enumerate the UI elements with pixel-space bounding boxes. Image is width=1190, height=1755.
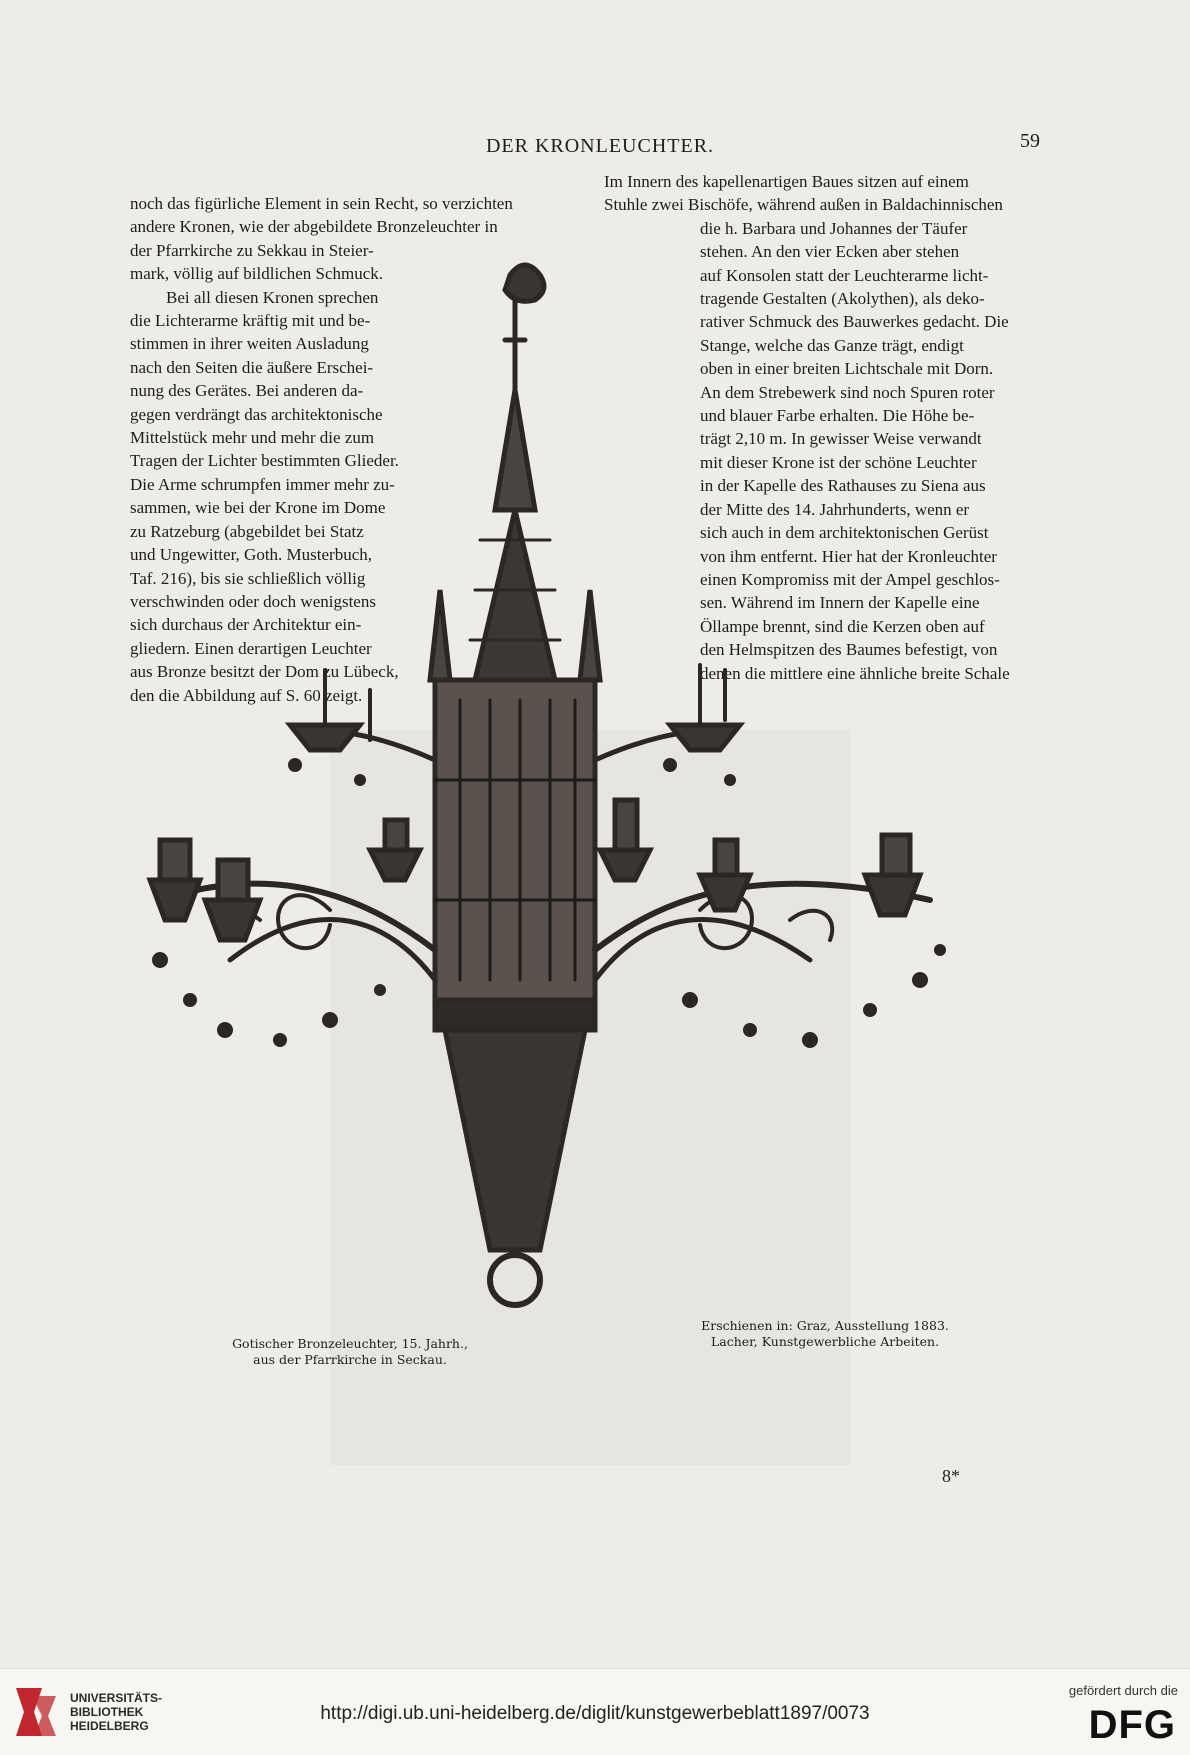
text-line: zu Ratzeburg (abgebildet bei Statz xyxy=(130,521,364,541)
text-line: der Mitte des 14. Jahrhunderts, wenn er xyxy=(700,499,970,519)
text-line: einen Kompromiss mit der Ampel geschlos- xyxy=(700,569,1000,589)
institution-line: HEIDELBERG xyxy=(70,1719,149,1733)
text-line: denen die mittlere eine ähnliche breite Schale xyxy=(700,663,1010,683)
text-line: den die Abbildung auf S. 60 zeigt. xyxy=(130,685,363,705)
text-line: und Ungewitter, Goth. Musterbuch, xyxy=(130,545,373,565)
page-number: 59 xyxy=(1020,130,1040,152)
signature-mark: 8* xyxy=(942,1466,960,1486)
text-line: auf Konsolen statt der Leuchterarme licht- xyxy=(700,265,989,285)
figure-caption-source xyxy=(680,1318,970,1350)
text-line: Mittelstück mehr und mehr die zum xyxy=(130,428,375,448)
text-line: Taf. 216), bis sie schließlich völlig xyxy=(130,568,366,588)
text-line: sammen, wie bei der Krone im Dome xyxy=(130,498,386,518)
text-line: stimmen in ihrer weiten Ausladung xyxy=(130,334,369,354)
text-line: mit dieser Krone ist der schöne Leuchter xyxy=(700,452,977,472)
text-line: sich durchaus der Architektur ein- xyxy=(130,615,362,635)
caption-line: aus der Pfarrkirche in Seckau. xyxy=(253,1352,447,1367)
text-line: tragende Gestalten (Akolythen), als deko- xyxy=(700,289,985,309)
text-line: trägt 2,10 m. In gewisser Weise verwandt xyxy=(700,429,982,449)
text-line: Stange, welche das Ganze trägt, endigt xyxy=(700,335,964,355)
text-line: der Pfarrkirche zu Sekkau in Steier- xyxy=(130,240,374,260)
caption-line: Lacher, Kunstgewerbliche Arbeiten. xyxy=(710,1334,940,1349)
text-line: gegen verdrängt das architektonische xyxy=(130,404,383,424)
permalink-url[interactable]: http://digi.ub.uni-heidelberg.de/diglit/kunstgewerbeblatt1897/0073 xyxy=(320,1703,870,1724)
text-line: verschwinden oder doch wenigstens xyxy=(130,591,376,611)
text-line: Die Arme schrumpfen immer mehr zu- xyxy=(130,474,395,494)
institution-line: UNIVERSITÄTS- xyxy=(70,1691,163,1705)
text-line: Im Innern des kapellenartigen Baues sitzen auf einem xyxy=(604,172,969,191)
text-line: sen. Während im Innern der Kapelle eine xyxy=(700,593,980,613)
text-line: Tragen der Lichter bestimmten Glieder. xyxy=(130,451,399,471)
text-line: oben in einer breiten Lichtschale mit Dorn. xyxy=(700,359,994,379)
text-line: Öllampe brennt, sind die Kerzen oben auf xyxy=(700,616,985,636)
sponsor-note: gefördert durch die xyxy=(1068,1683,1178,1698)
figure-caption-title xyxy=(220,1336,480,1368)
text-line: An dem Strebewerk sind noch Spuren roter xyxy=(700,382,995,402)
text-line: sich auch in dem architektonischen Gerüst xyxy=(700,523,989,543)
institution-line: BIBLIOTHEK xyxy=(70,1705,144,1719)
caption-line: Gotischer Bronzeleuchter, 15. Jahrh., xyxy=(232,1336,468,1351)
text-line: die Lichterarme kräftig mit und be- xyxy=(130,311,371,331)
text-line: gliedern. Einen derartigen Leuchter xyxy=(130,638,372,658)
text-line: nach den Seiten die äußere Erschei- xyxy=(130,357,374,377)
text-line: aus Bronze besitzt der Dom zu Lübeck, xyxy=(130,662,399,682)
text-line: den Helmspitzen des Baumes befestigt, von xyxy=(700,640,998,660)
caption-line: Erschienen in: Graz, Ausstellung 1883. xyxy=(701,1318,949,1333)
text-line: noch das figürliche Element in sein Recht, so verzichten xyxy=(130,194,513,213)
running-header: DER KRONLEUCHTER. xyxy=(485,135,715,157)
text-line: rativer Schmuck des Bauwerkes gedacht. Die xyxy=(700,312,1009,332)
gothic-chandelier-illustration xyxy=(130,260,1060,1460)
text-line: stehen. An den vier Ecken aber stehen xyxy=(700,242,960,262)
text-line: und blauer Farbe erhalten. Die Höhe be- xyxy=(700,406,975,426)
text-line: von ihm entfernt. Hier hat der Kronleuchter xyxy=(700,546,997,566)
text-line: mark, völlig auf bildlichen Schmuck. xyxy=(130,264,384,284)
text-line: die h. Barbara und Johannes der Täufer xyxy=(700,218,968,238)
text-line: in der Kapelle des Rathauses zu Siena aus xyxy=(700,476,986,496)
text-line: Stuhle zwei Bischöfe, während außen in Baldachinnischen xyxy=(604,195,1003,215)
text-line: nung des Gerätes. Bei anderen da- xyxy=(130,381,364,401)
text-line: andere Kronen, wie der abgebildete Bronzeleuchter in xyxy=(130,217,498,237)
text-line: Bei all diesen Kronen sprechen xyxy=(166,287,379,307)
dfg-logo: DFG xyxy=(1088,1703,1176,1747)
digitization-footer xyxy=(0,1668,1190,1755)
